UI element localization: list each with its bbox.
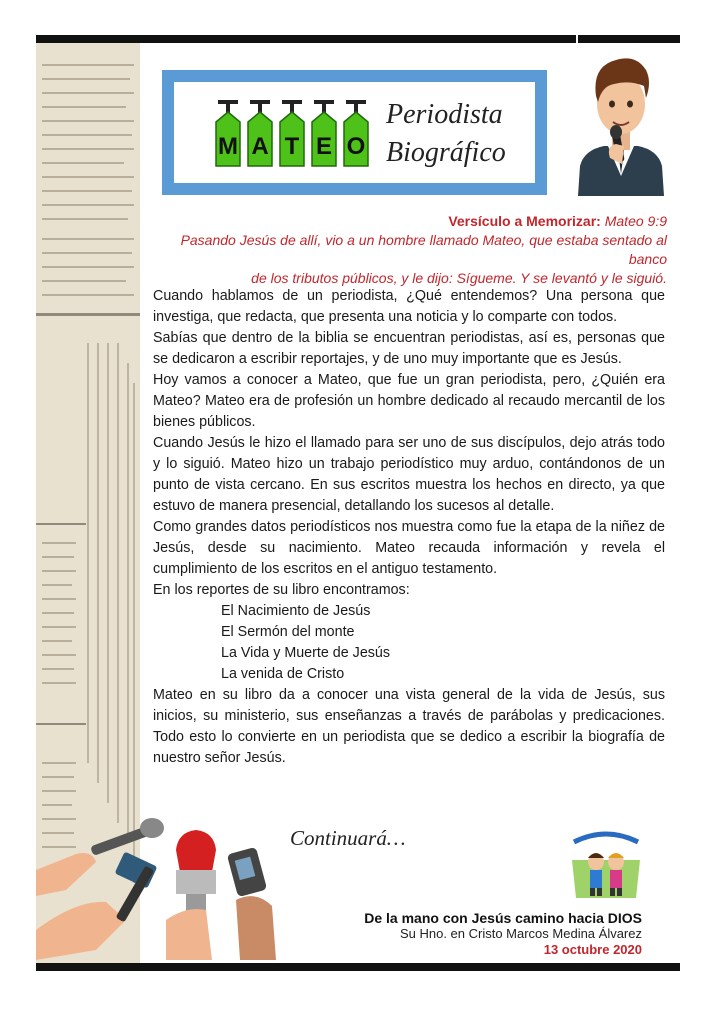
- list-item: El Nacimiento de Jesús: [221, 603, 371, 619]
- header-inner: [174, 82, 535, 183]
- paragraph-5: Como grandes datos periodísticos nos muestra como fue la etapa de la niñez de Jesús, desde su nacimiento. Mateo recauda información y revela el cumplimiento de los escritos en el antiguo testamento.: [153, 519, 665, 577]
- paragraph-6: En los reportes de su libro encontramos:: [153, 582, 410, 598]
- header-title-line1: Periodista: [386, 99, 503, 130]
- logo-letter: E: [315, 133, 333, 160]
- verse-reference: Mateo 9:9: [604, 213, 667, 229]
- header-title: [386, 96, 526, 172]
- verse-label: Versículo a Memorizar:: [448, 213, 601, 229]
- article-body: [153, 286, 665, 769]
- list-item: La venida de Cristo: [221, 666, 345, 682]
- list-item: El Sermón del monte: [221, 624, 355, 640]
- report-list: [153, 601, 665, 685]
- verse-heading: [140, 212, 667, 231]
- verse-block: [140, 212, 667, 288]
- top-border: [36, 35, 680, 43]
- reporter-illustration: [570, 46, 672, 196]
- paragraph-7: Mateo en su libro da a conocer una vista general de la vida de Jesús, sus inicios, su ministerio, sus enseñanzas a través de parábolas y predicaciones. Todo esto lo convierte en un periodista que se dedico a escribir la biografía de nuestro señor Jesús.: [153, 687, 665, 766]
- header-banner: [162, 70, 547, 195]
- de-la-mano-con-jesus-logo: [566, 820, 646, 902]
- verse-line2: de los tributos públicos, y le dijo: Sígueme. Y se levantó y le siguió.: [251, 270, 667, 286]
- microphones-illustration: [36, 810, 296, 963]
- paragraph-2: Sabías que dentro de la biblia se encuentran periodistas, así es, personas que se dedicaron a escribir reportajes, y de uno muy importante que es Jesús.: [153, 330, 665, 367]
- logo-letter: T: [284, 133, 300, 160]
- top-border-notch: [576, 35, 578, 43]
- paragraph-3: Hoy vamos a conocer a Mateo, que fue un gran periodista, pero, ¿Quién era Mateo? Mateo era de profesión un hombre dedicado al recaudo mercantil de los bienes públicos.: [153, 372, 665, 430]
- bottom-border: [36, 963, 680, 971]
- logo-letter: O: [346, 133, 366, 160]
- logo-letter: M: [218, 133, 238, 160]
- footer-date: 13 octubre 2020: [543, 942, 642, 957]
- header-title-line2: Biográfico: [386, 137, 506, 168]
- list-item: La Vida y Muerte de Jesús: [221, 645, 391, 661]
- verse-line1: Pasando Jesús de allí, vio a un hombre llamado Mateo, que estaba sentado al banco: [180, 232, 667, 267]
- continuara-text: Continuará…: [290, 826, 406, 850]
- paragraph-4: Cuando Jesús le hizo el llamado para ser uno de sus discípulos, dejo atrás todo y lo siguió. Mateo hizo un trabajo periodístico muy arduo, contándonos de un punto de vista cercano. En sus escritos muestra los hechos en directo, ya que estuvo de manera presencial, detallando los sucesos al detalle.: [153, 435, 665, 514]
- mateo-logo: [212, 100, 372, 170]
- footer-motto: De la mano con Jesús camino hacia DIOS: [364, 910, 642, 926]
- footer: [300, 910, 642, 958]
- paragraph-1: Cuando hablamos de un periodista, ¿Qué entendemos? Una persona que investiga, que redacta, que presenta una noticia y lo comparte con todos.: [153, 288, 665, 325]
- footer-author: Su Hno. en Cristo Marcos Medina Álvarez: [399, 926, 642, 941]
- logo-letter: A: [251, 133, 269, 160]
